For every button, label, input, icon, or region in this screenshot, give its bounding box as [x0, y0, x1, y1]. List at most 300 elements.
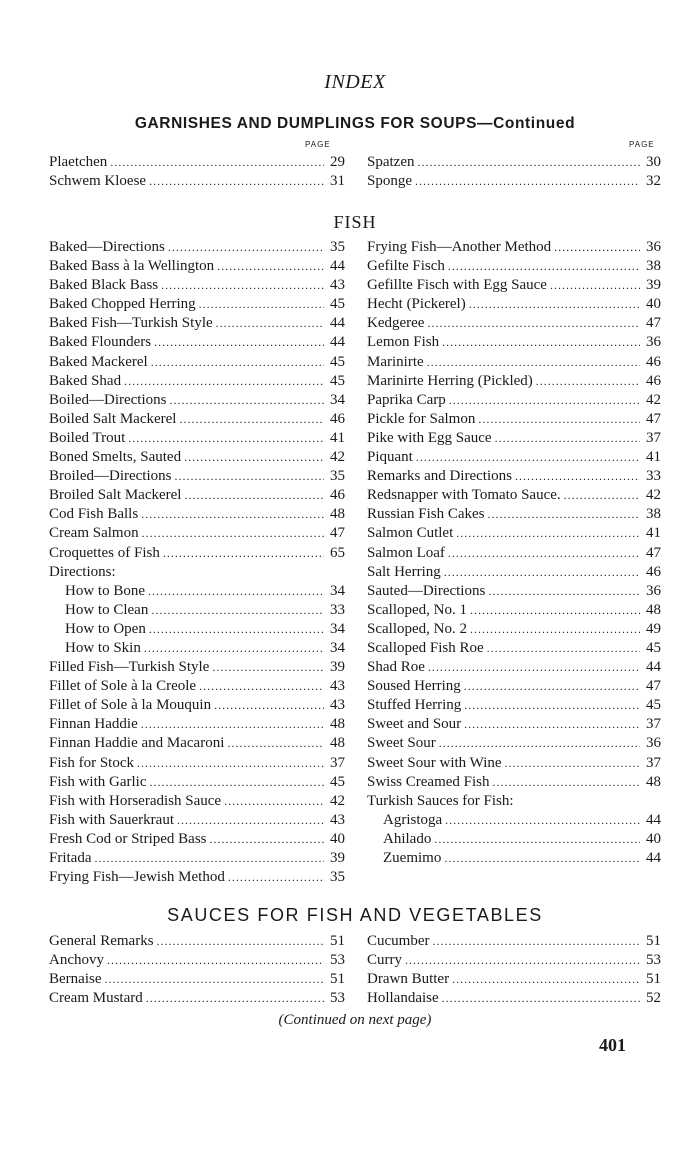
index-entry-page: 48 — [646, 773, 661, 790]
index-entry-name: Swiss Creamed Fish — [367, 773, 490, 790]
index-entry-name: Filled Fish—Turkish Style — [49, 659, 210, 676]
page-column-label-left: PAGE — [305, 140, 331, 149]
dot-leader — [439, 734, 640, 753]
index-entry — [49, 811, 345, 830]
index-entry-name: Soused Herring — [367, 678, 461, 695]
index-entry — [367, 276, 661, 295]
index-entry-page: 45 — [330, 372, 345, 389]
index-entry-name: Salmon Loaf — [367, 544, 445, 561]
dot-leader — [416, 448, 640, 467]
dot-leader — [199, 677, 324, 696]
index-entry-page: 53 — [646, 952, 661, 969]
dot-leader — [470, 620, 640, 639]
index-entry — [49, 951, 345, 970]
dot-leader — [478, 410, 640, 429]
index-entry — [367, 372, 661, 391]
index-entry-name: Broiled—Directions — [49, 468, 172, 485]
index-entry-page: 31 — [330, 173, 345, 190]
dot-leader — [168, 238, 324, 257]
index-entry-name: Paprika Carp — [367, 391, 446, 408]
index-entry — [49, 314, 345, 333]
index-entry — [367, 932, 661, 951]
index-entry-name: How to Clean — [65, 601, 149, 618]
index-entry — [49, 410, 345, 429]
index-entry — [367, 601, 661, 620]
index-entry-name: Croquettes of Fish — [49, 544, 160, 561]
index-entry-page: 29 — [330, 154, 345, 170]
dot-leader — [464, 715, 640, 734]
dot-leader — [163, 544, 324, 563]
index-entry — [367, 448, 661, 467]
index-entry-page: 34 — [330, 391, 345, 408]
index-entry-name: Curry — [367, 952, 402, 969]
dot-leader — [224, 792, 324, 811]
dot-leader — [488, 582, 640, 601]
index-entry — [49, 639, 345, 658]
dot-leader — [212, 658, 324, 677]
dot-leader — [417, 153, 640, 172]
index-entry — [367, 467, 661, 486]
index-entry — [49, 276, 345, 295]
dot-leader — [448, 257, 640, 276]
index-entry — [49, 524, 345, 543]
dot-leader — [124, 372, 324, 391]
index-entry-page: 33 — [330, 601, 345, 618]
index-entry — [367, 951, 661, 970]
index-entry-name: Finnan Haddie and Macaroni — [49, 735, 225, 752]
index-entry — [49, 391, 345, 410]
index-entry-page: 47 — [646, 678, 661, 695]
index-entry — [367, 811, 661, 830]
index-entry — [49, 448, 345, 467]
index-entry-name: Baked Flounders — [49, 334, 152, 351]
index-entry-page: 47 — [646, 410, 661, 427]
index-entry-name: Scalloped, No. 2 — [367, 620, 467, 637]
index-entry — [367, 153, 661, 172]
index-entry-name: Fillet of Sole à la Mouquin — [49, 697, 212, 714]
index-entry-page: 37 — [330, 754, 345, 771]
index-entry-page: 49 — [646, 620, 661, 637]
index-entry-name: Gefilte Fisch — [367, 258, 445, 275]
dot-leader — [149, 172, 324, 191]
index-entry — [367, 391, 661, 410]
index-entry-page: 39 — [330, 659, 345, 676]
dot-leader — [174, 467, 324, 486]
dot-leader — [227, 734, 324, 753]
index-entry — [367, 582, 661, 601]
index-entry-name: Cream Salmon — [49, 525, 139, 542]
index-entry-name: Fish with Sauerkraut — [49, 811, 174, 828]
dot-leader — [179, 410, 324, 429]
index-entry-page: 39 — [646, 277, 661, 294]
index-entry-name: Sauted—Directions — [367, 582, 486, 599]
index-entry-page: 35 — [330, 239, 345, 255]
dot-leader — [184, 448, 324, 467]
index-entry-name: Stuffed Herring — [367, 697, 462, 714]
index-entry-name: Gefillte Fisch with Egg Sauce — [367, 277, 547, 294]
index-entry-page: 43 — [330, 678, 345, 695]
index-entry-page: 30 — [646, 154, 661, 170]
index-entry-page: 45 — [330, 353, 345, 370]
index-entry-name: How to Open — [65, 620, 146, 637]
index-entry-name: Fillet of Sole à la Creole — [49, 678, 197, 695]
index-entry — [49, 353, 345, 372]
dot-leader — [110, 153, 324, 172]
index-entry-name: Baked Bass à la Wellington — [49, 258, 215, 275]
index-entry-page: 36 — [646, 735, 661, 752]
dot-leader — [536, 372, 640, 391]
index-entry — [367, 639, 661, 658]
dot-leader — [487, 639, 640, 658]
index-entry — [367, 677, 661, 696]
dot-leader — [432, 932, 640, 951]
sauces-right-column — [367, 932, 661, 1008]
index-entry-name: Fish with Garlic — [49, 773, 147, 790]
index-entry — [367, 353, 661, 372]
index-entry-name: Russian Fish Cakes — [367, 506, 485, 523]
dot-leader — [157, 932, 324, 951]
index-entry — [367, 792, 661, 811]
index-entry-page: 36 — [646, 334, 661, 351]
dot-leader — [452, 970, 640, 989]
index-entry-page: 40 — [646, 296, 661, 313]
dot-leader — [495, 429, 640, 448]
index-entry-page: 48 — [330, 716, 345, 733]
index-entry — [367, 314, 661, 333]
index-entry — [49, 172, 345, 191]
index-entry-page: 44 — [330, 315, 345, 332]
index-entry-page: 41 — [646, 449, 661, 466]
dot-leader — [148, 582, 324, 601]
dot-leader — [405, 951, 640, 970]
dot-leader — [554, 238, 640, 257]
dot-leader — [210, 830, 325, 849]
index-entry-page: 47 — [646, 544, 661, 561]
index-entry — [49, 773, 345, 792]
index-entry-page: 44 — [646, 850, 661, 866]
index-entry — [367, 429, 661, 448]
index-entry-page: 43 — [330, 697, 345, 714]
index-entry-page: 46 — [330, 487, 345, 504]
index-entry-page: 42 — [646, 391, 661, 408]
index-entry-name: Fritada — [49, 850, 92, 866]
index-entry-name: Boned Smelts, Sauted — [49, 449, 182, 466]
index-entry-name: Salt Herring — [367, 563, 441, 580]
index-entry-page: 38 — [646, 258, 661, 275]
index-entry-page: 46 — [646, 372, 661, 389]
index-entry-name: Fish for Stock — [49, 754, 135, 771]
index-entry-page: 34 — [330, 639, 345, 656]
index-entry — [367, 172, 661, 191]
index-entry-name: Ahilado — [383, 830, 432, 847]
index-entry — [49, 715, 345, 734]
index-entry-page: 51 — [646, 971, 661, 988]
index-entry-page: 42 — [330, 449, 345, 466]
index-entry-page: 53 — [330, 990, 345, 1007]
dot-leader — [149, 620, 324, 639]
index-entry — [49, 601, 345, 620]
index-entry — [367, 734, 661, 753]
dot-leader — [442, 333, 640, 352]
dot-leader — [505, 754, 640, 773]
index-entry-page: 45 — [330, 296, 345, 313]
index-entry-name: Bernaise — [49, 971, 102, 988]
index-entry-name: Sweet Sour with Wine — [367, 754, 502, 771]
dot-leader — [464, 696, 640, 715]
index-entry-name: Frying Fish—Jewish Method — [49, 869, 225, 886]
index-entry-name: Anchovy — [49, 952, 104, 969]
garnishes-right-column — [367, 153, 661, 191]
dot-leader — [444, 849, 640, 868]
index-entry-page: 40 — [646, 830, 661, 847]
index-entry-name: Sweet and Sour — [367, 716, 462, 733]
index-entry — [49, 372, 345, 391]
index-entry-name: Sweet Sour — [367, 735, 436, 752]
index-entry — [49, 677, 345, 696]
index-entry-page: 34 — [330, 582, 345, 599]
index-entry-page: 48 — [646, 601, 661, 618]
index-entry-name: Baked Black Bass — [49, 277, 159, 294]
index-entry-page: 35 — [330, 869, 345, 886]
dot-leader — [456, 524, 640, 543]
index-entry-page: 47 — [330, 525, 345, 542]
fish-heading: FISH — [333, 212, 377, 232]
dot-leader — [154, 333, 324, 352]
fish-left-column — [49, 238, 345, 887]
index-entry-page: 46 — [330, 410, 345, 427]
dot-leader — [564, 486, 640, 505]
index-entry — [367, 715, 661, 734]
index-entry — [49, 734, 345, 753]
index-entry-name: Marinirte Herring (Pickled) — [367, 372, 533, 389]
dot-leader — [428, 658, 640, 677]
index-entry-page: 46 — [646, 353, 661, 370]
index-entry-name: Boiled Trout — [49, 429, 126, 446]
index-entry-page: 32 — [646, 173, 661, 190]
index-entry-page: 52 — [646, 990, 661, 1007]
index-entry-name: Pickle for Salmon — [367, 410, 476, 427]
page-title: INDEX — [324, 71, 386, 93]
page-number: 401 — [599, 1035, 626, 1055]
fish-right-column — [367, 238, 661, 868]
index-entry — [49, 238, 345, 257]
dot-leader — [199, 295, 324, 314]
dot-leader — [104, 970, 324, 989]
index-entry — [49, 544, 345, 563]
index-entry — [367, 754, 661, 773]
index-entry-page: 40 — [330, 830, 345, 847]
index-entry — [367, 830, 661, 849]
index-entry-name: Redsnapper with Tomato Sauce. — [367, 487, 561, 504]
index-entry — [367, 238, 661, 257]
index-entry-name: Piquant — [367, 449, 413, 466]
index-entry — [367, 333, 661, 352]
index-entry-page: 41 — [330, 429, 345, 446]
dot-leader — [442, 989, 640, 1008]
index-entry-name: Scalloped Fish Roe — [367, 639, 484, 656]
dot-leader — [493, 773, 640, 792]
dot-leader — [228, 868, 324, 887]
index-entry — [49, 970, 345, 989]
index-entry — [49, 658, 345, 677]
dot-leader — [444, 563, 640, 582]
index-entry — [49, 582, 345, 601]
index-entry-page: 43 — [330, 811, 345, 828]
dot-leader — [141, 505, 324, 524]
index-entry-page: 41 — [646, 525, 661, 542]
index-entry — [367, 257, 661, 276]
index-entry-name: Frying Fish—Another Method — [367, 239, 552, 255]
index-entry-name: Baked Mackerel — [49, 353, 148, 370]
index-entry-page: 65 — [330, 544, 345, 561]
index-entry-page: 47 — [646, 315, 661, 332]
index-entry-name: Sponge — [367, 173, 412, 190]
index-entry-name: How to Bone — [65, 582, 145, 599]
garnishes-heading: GARNISHES AND DUMPLINGS FOR SOUPS—Continued — [134, 115, 576, 132]
index-entry — [49, 620, 345, 639]
index-entry-name: Baked—Directions — [49, 239, 165, 255]
index-entry — [367, 410, 661, 429]
index-entry-name: Salmon Cutlet — [367, 525, 454, 542]
index-entry-page: 37 — [646, 754, 661, 771]
dot-leader — [184, 486, 324, 505]
index-entry-page: 51 — [330, 971, 345, 988]
index-entry-name: Kedgeree — [367, 315, 425, 332]
dot-leader — [415, 172, 640, 191]
index-entry-page: 51 — [330, 933, 345, 949]
dot-leader — [470, 601, 640, 620]
dot-leader — [445, 811, 640, 830]
index-entry-page: 45 — [330, 773, 345, 790]
index-entry — [367, 970, 661, 989]
dot-leader — [142, 524, 324, 543]
index-entry-page: 44 — [330, 258, 345, 275]
dot-leader — [150, 773, 325, 792]
index-entry-name: Cucumber — [367, 933, 430, 949]
index-entry-name: Lemon Fish — [367, 334, 440, 351]
index-entry — [49, 505, 345, 524]
index-entry-page: 36 — [646, 582, 661, 599]
index-entry — [367, 524, 661, 543]
index-entry-name: Cod Fish Balls — [49, 506, 139, 523]
dot-leader — [107, 951, 324, 970]
dot-leader — [214, 696, 324, 715]
index-entry — [49, 696, 345, 715]
index-entry-name: Zuemimo — [383, 850, 442, 866]
index-entry-page: 39 — [330, 850, 345, 866]
index-entry-name: Baked Shad — [49, 372, 122, 389]
dot-leader — [488, 505, 640, 524]
index-entry — [367, 658, 661, 677]
index-entry — [49, 257, 345, 276]
index-entry-name: Drawn Butter — [367, 971, 450, 988]
continued-note: (Continued on next page) — [278, 1012, 432, 1028]
dot-leader — [144, 639, 324, 658]
index-entry-page: 44 — [646, 811, 661, 828]
index-entry-page: 37 — [646, 716, 661, 733]
index-entry-name: Finnan Haddie — [49, 716, 138, 733]
index-entry-name: Hollandaise — [367, 990, 439, 1007]
index-entry — [367, 486, 661, 505]
dot-leader — [141, 715, 324, 734]
index-entry — [367, 544, 661, 563]
index-entry — [49, 467, 345, 486]
dot-leader — [515, 467, 640, 486]
index-entry-page: 44 — [330, 334, 345, 351]
index-entry-name: How to Skin — [65, 639, 141, 656]
index-entry-page: 45 — [646, 697, 661, 714]
dot-leader — [448, 544, 640, 563]
index-entry-page: 44 — [646, 659, 661, 676]
index-entry-name: General Remarks — [49, 933, 154, 949]
dot-leader — [146, 989, 324, 1008]
page-column-label-right: PAGE — [629, 140, 655, 149]
index-entry-page: 46 — [646, 563, 661, 580]
index-entry — [367, 620, 661, 639]
index-entry-page: 48 — [330, 506, 345, 523]
dot-leader — [151, 353, 324, 372]
index-entry-name: Baked Fish—Turkish Style — [49, 315, 213, 332]
index-entry — [367, 505, 661, 524]
dot-leader — [464, 677, 640, 696]
index-entry — [49, 868, 345, 887]
garnishes-left-column — [49, 153, 345, 191]
dot-leader — [128, 429, 324, 448]
dot-leader — [434, 830, 640, 849]
index-entry-name: Hecht (Pickerel) — [367, 296, 466, 313]
index-entry — [49, 849, 345, 868]
index-entry — [49, 429, 345, 448]
index-entry-name: Schwem Kloese — [49, 173, 147, 190]
index-entry — [367, 563, 661, 582]
index-entry-page: 37 — [646, 429, 661, 446]
index-entry — [49, 295, 345, 314]
dot-leader — [151, 601, 324, 620]
index-entry-page: 45 — [646, 639, 661, 656]
index-entry-page: 34 — [330, 620, 345, 637]
index-entry-name: Broiled Salt Mackerel — [49, 487, 182, 504]
index-entry — [49, 486, 345, 505]
index-entry-name: Boiled Salt Mackerel — [49, 410, 177, 427]
index-entry — [49, 333, 345, 352]
dot-leader — [216, 314, 324, 333]
dot-leader — [449, 391, 640, 410]
dot-leader — [177, 811, 324, 830]
index-entry — [367, 849, 661, 868]
index-entry-name: Boiled—Directions — [49, 391, 167, 408]
index-entry — [49, 153, 345, 172]
index-entry-name: Pike with Egg Sauce — [367, 429, 492, 446]
dot-leader — [161, 276, 324, 295]
index-entry — [367, 295, 661, 314]
index-entry-page: 43 — [330, 277, 345, 294]
index-entry-name: Fresh Cod or Striped Bass — [49, 830, 207, 847]
index-entry-page: 35 — [330, 468, 345, 485]
index-entry — [367, 773, 661, 792]
index-entry — [49, 830, 345, 849]
index-entry — [49, 754, 345, 773]
index-entry-page: 53 — [330, 952, 345, 969]
index-entry-name: Fish with Horseradish Sauce — [49, 792, 222, 809]
dot-leader — [137, 754, 324, 773]
dot-leader — [427, 314, 640, 333]
index-entry-name: Shad Roe — [367, 659, 425, 676]
index-entry-page: 42 — [646, 487, 661, 504]
index-entry-page: 36 — [646, 239, 661, 255]
index-entry-name: Plaetchen — [49, 154, 108, 170]
index-entry-page: 48 — [330, 735, 345, 752]
index-entry-name: Spatzen — [367, 154, 415, 170]
